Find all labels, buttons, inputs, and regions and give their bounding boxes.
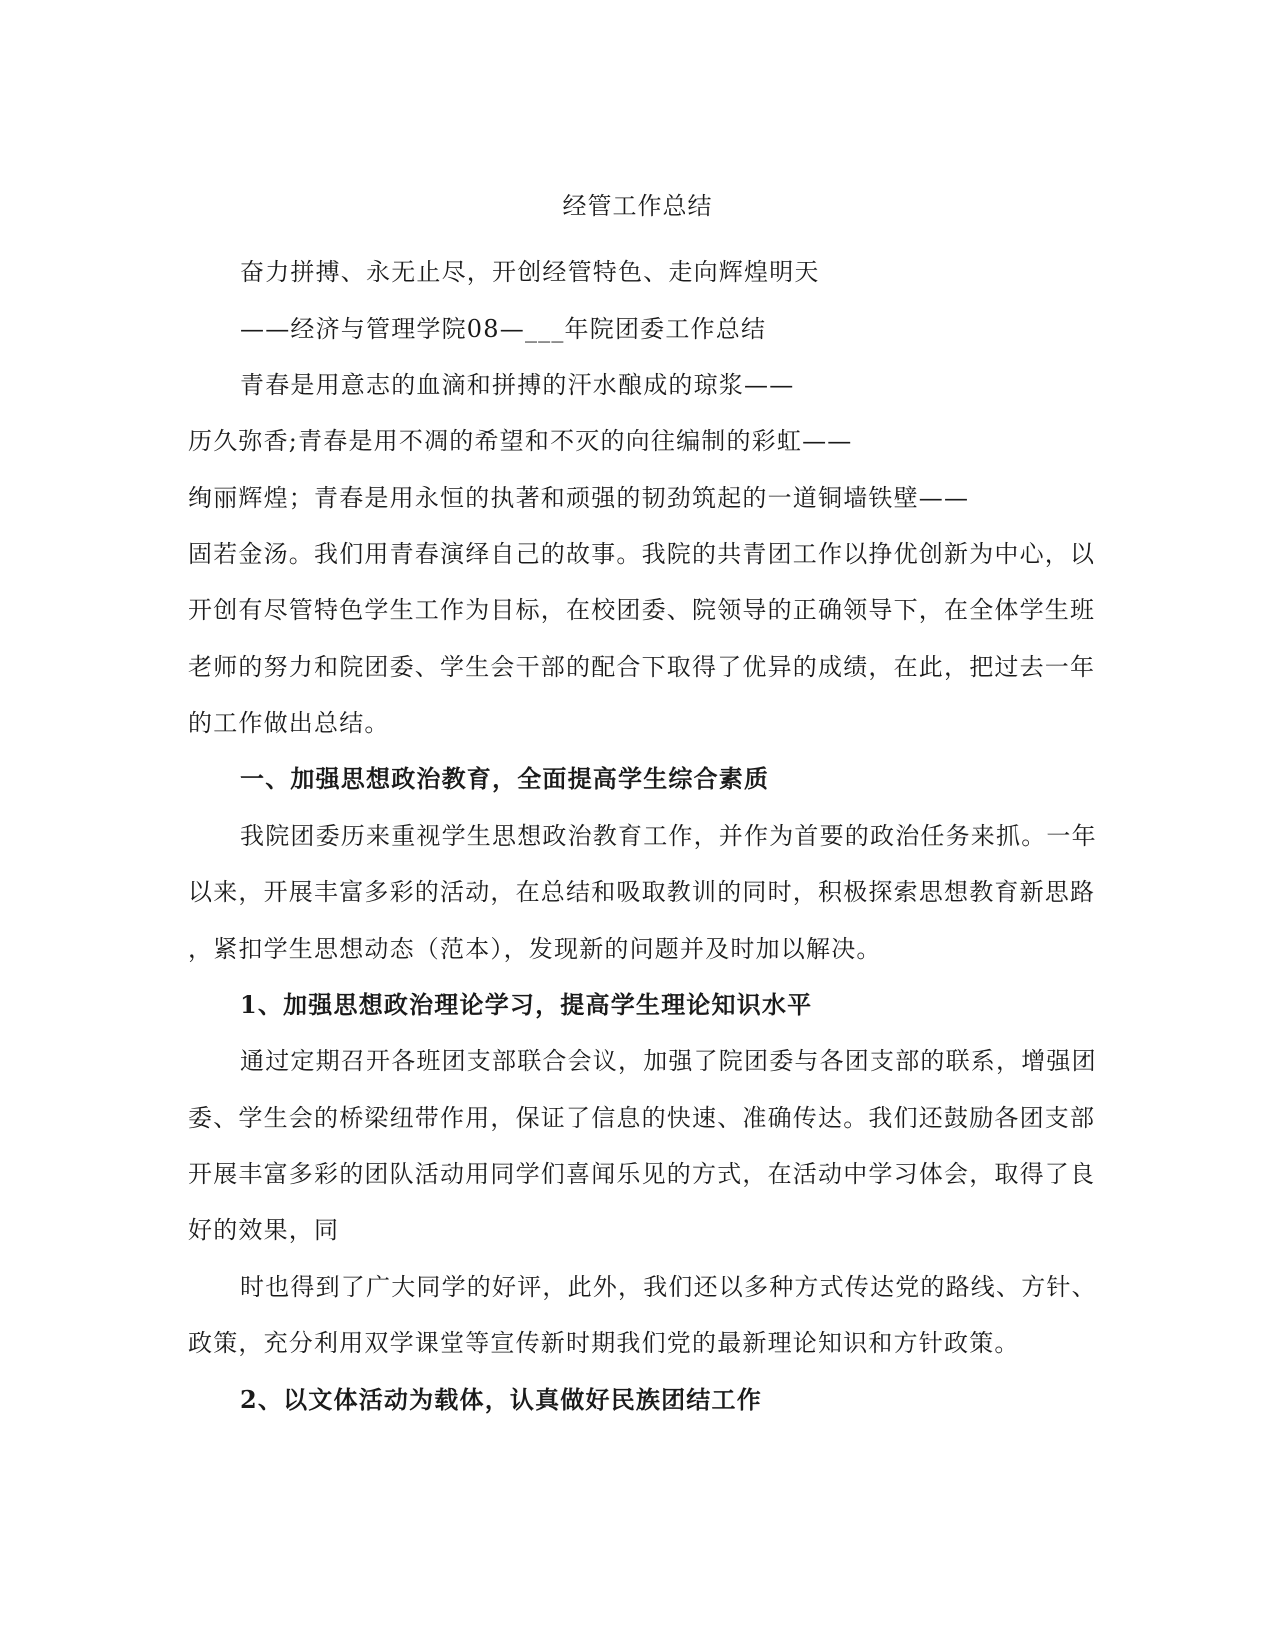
subsection-heading: 1、加强思想政治理论学习，提高学生理论知识水平 bbox=[240, 990, 813, 1019]
intro-line: 青春是用意志的血滴和拼搏的汗水酿成的琼浆—— bbox=[240, 371, 795, 399]
subtitle: 奋力拼搏、永无止尽，开创经管特色、走向辉煌明天 bbox=[240, 258, 820, 286]
subsection-line: 开展丰富多彩的团队活动用同学们喜闻乐见的方式，在活动中学习体会，取得了良 bbox=[188, 1160, 1096, 1188]
section-line: 我院团委历来重视学生思想政治教育工作，并作为首要的政治任务来抓。一年 bbox=[240, 822, 1097, 850]
subsection-heading: 2、以文体活动为载体，认真做好民族团结工作 bbox=[240, 1385, 762, 1414]
subsection-line: 时也得到了广大同学的好评，此外，我们还以多种方式传达党的路线、方针、 bbox=[240, 1273, 1097, 1301]
section-line: 以来，开展丰富多彩的活动，在总结和吸取教训的同时，积极探索思想教育新思路 bbox=[188, 878, 1096, 906]
intro-line: 绚丽辉煌；青春是用永恒的执著和顽强的韧劲筑起的一道铜墙铁壁—— bbox=[188, 484, 970, 512]
intro-line: 开创有尽管特色学生工作为目标，在校团委、院领导的正确领导下，在全体学生班 bbox=[188, 596, 1096, 624]
intro-line: 历久弥香;青春是用不凋的希望和不灭的向往编制的彩虹—— bbox=[188, 427, 853, 455]
subsection-line: 委、学生会的桥梁纽带作用，保证了信息的快速、准确传达。我们还鼓励各团支部 bbox=[188, 1104, 1096, 1132]
byline: ——经济与管理学院08—___年院团委工作总结 bbox=[240, 315, 767, 343]
section-line: ，紧扣学生思想动态（范本），发现新的问题并及时加以解决。 bbox=[188, 935, 882, 963]
subsection-line: 好的效果，同 bbox=[188, 1216, 340, 1244]
intro-line: 固若金汤。我们用青春演绎自己的故事。我院的共青团工作以挣优创新为中心，以 bbox=[188, 540, 1096, 568]
subsection-line: 通过定期召开各班团支部联合会议，加强了院团委与各团支部的联系，增强团 bbox=[240, 1047, 1097, 1075]
section-heading: 一、加强思想政治教育，全面提高学生综合素质 bbox=[240, 764, 770, 793]
intro-line: 老师的努力和院团委、学生会干部的配合下取得了优异的成绩，在此，把过去一年 bbox=[188, 653, 1096, 681]
document-title: 经管工作总结 bbox=[562, 192, 713, 220]
intro-line: 的工作做出总结。 bbox=[188, 709, 390, 737]
subsection-line: 政策，充分利用双学课堂等宣传新时期我们党的最新理论知识和方针政策。 bbox=[188, 1329, 1020, 1357]
